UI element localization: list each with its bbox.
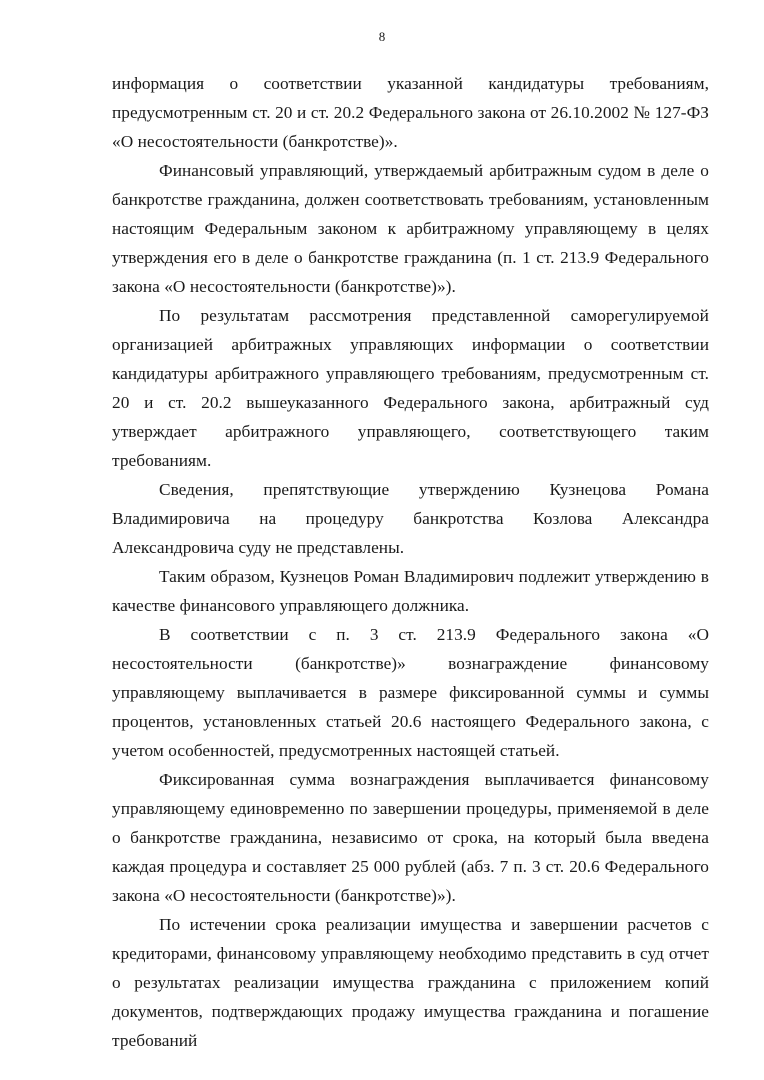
paragraph-3: По результатам рассмотрения представленной саморегулируемой организацией арбитражных управляющих информации о соответствии кандидатуры арбитражного управляющего требованиям, предусмотренным ст. 20 и ст. 20.2 вышеуказанного Федерального закона, арбитражный суд утверждает арбитражного управляющего, соответствующего таким требованиям. (112, 306, 709, 470)
paragraph-1: информация о соответствии указанной кандидатуры требованиям, предусмотренным ст. 20 и ст. 20.2 Федерального закона от 26.10.2002 № 127-ФЗ «О несостоятельности (банкротстве)». (112, 74, 709, 151)
paragraph-2: Финансовый управляющий, утверждаемый арбитражным судом в деле о банкротстве гражданина, должен соответствовать требованиям, установленным настоящим Федеральным законом к арбитражному управляющему в целях утверждения его в деле о банкротстве гражданина (п. 1 ст. 213.9 Федерального закона «О несостоятельности (банкротстве)»). (112, 161, 709, 296)
paragraph-7: Фиксированная сумма вознаграждения выплачивается финансовому управляющему единовременно по завершении процедуры, применяемой в деле о банкротстве гражданина, независимо от срока, на который была введена каждая процедура и составляет 25 000 рублей (абз. 7 п. 3 ст. 20.6 Федерального закона «О несостоятельности (банкротстве)»). (112, 770, 709, 905)
paragraph-8: По истечении срока реализации имущества и завершении расчетов с кредиторами, финансовому управляющему необходимо представить в суд отчет о результатах реализации имущества гражданина с приложением копий документов, подтверждающих продажу имущества гражданина и погашение требований (112, 915, 709, 1050)
paragraph-6: В соответствии с п. 3 ст. 213.9 Федерального закона «О несостоятельности (банкротстве)» вознаграждение финансовому управляющему выплачивается в размере фиксированной суммы и суммы процентов, установленных статьей 20.6 настоящего Федерального закона, с учетом особенностей, предусмотренных настоящей статьей. (112, 625, 709, 760)
document-body (112, 69, 709, 1055)
paragraph-4: Сведения, препятствующие утверждению Кузнецова Романа Владимировича на процедуру банкротства Козлова Александра Александровича суду не представлены. (112, 480, 709, 557)
page-number: 8 (378, 29, 386, 44)
paragraph-5: Таким образом, Кузнецов Роман Владимирович подлежит утверждению в качестве финансового управляющего должника. (112, 567, 709, 615)
